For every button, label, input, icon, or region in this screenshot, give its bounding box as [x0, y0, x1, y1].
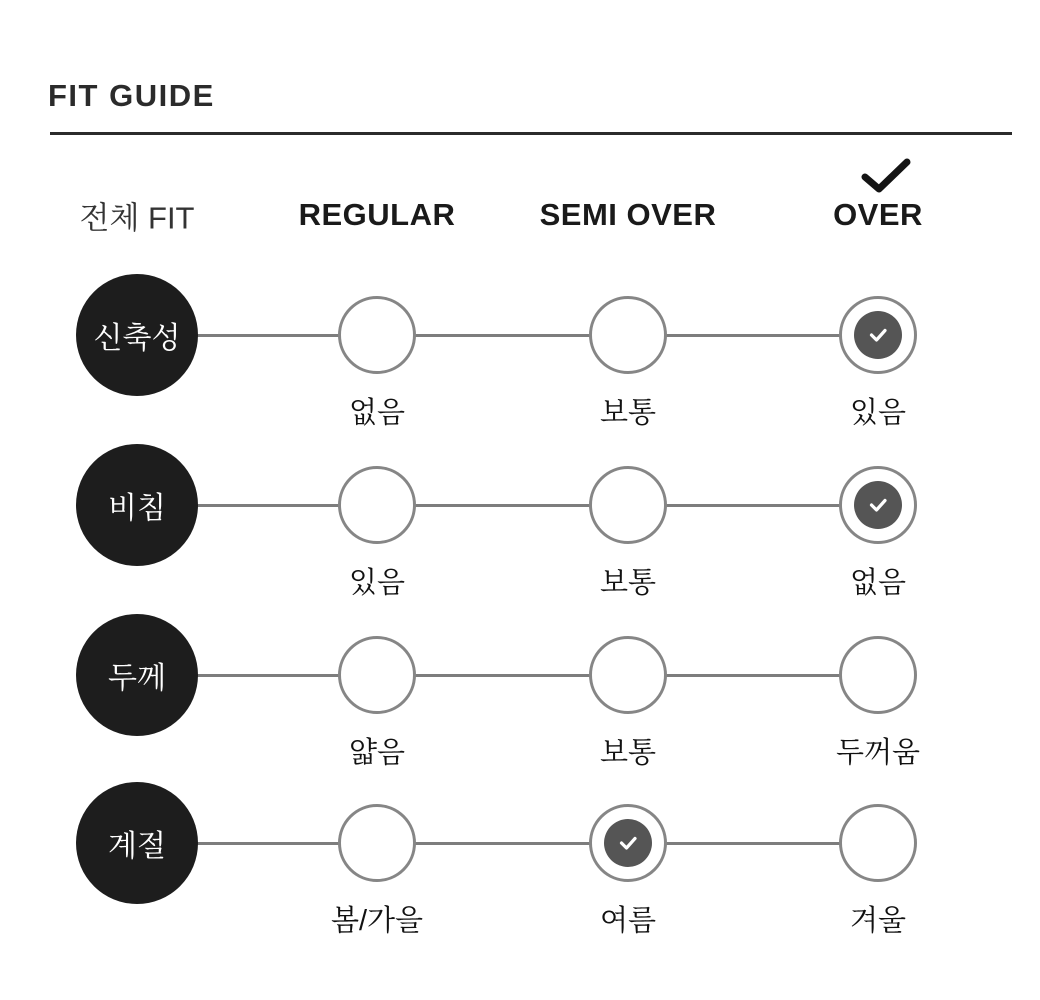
- fit-row: [0, 420, 1040, 599]
- row-label-circle: [76, 274, 198, 396]
- option-circle: [589, 296, 667, 374]
- fit-row: [0, 590, 1040, 769]
- option-label: 있음: [849, 397, 907, 429]
- check-icon: [854, 311, 902, 359]
- check-icon: [604, 819, 652, 867]
- option-label: 겨울: [849, 905, 907, 937]
- option-circle: [839, 804, 917, 882]
- option-label: 없음: [849, 567, 907, 599]
- header-col-semi-over: SEMI OVER: [539, 197, 717, 232]
- check-icon: [860, 158, 912, 194]
- row-label: 비침: [108, 492, 166, 525]
- row-label-circle: [76, 614, 198, 736]
- option-circle: [589, 804, 667, 882]
- option-label: 얇음: [348, 737, 406, 769]
- option-circle: [839, 466, 917, 544]
- option-label: 보통: [599, 397, 657, 429]
- row-label-circle: [76, 444, 198, 566]
- option-circle: [839, 636, 917, 714]
- option-circle: [839, 296, 917, 374]
- row-label: 두께: [108, 662, 166, 695]
- option-label: 두꺼움: [835, 737, 921, 769]
- connector-line: [137, 334, 878, 337]
- row-label: 계절: [108, 830, 166, 863]
- connector-line: [137, 842, 878, 845]
- row-label: 신축성: [93, 322, 181, 355]
- option-label: 보통: [599, 567, 657, 599]
- option-label: 없음: [348, 397, 406, 429]
- connector-line: [137, 674, 878, 677]
- option-label: 있음: [348, 567, 406, 599]
- header-row-label: 전체 FIT: [79, 200, 195, 236]
- option-circle: [589, 636, 667, 714]
- header-col-over: OVER: [833, 197, 923, 232]
- option-circle: [338, 804, 416, 882]
- option-label: 여름: [599, 905, 657, 937]
- header-col-regular: REGULAR: [298, 197, 456, 232]
- option-label: 보통: [599, 737, 657, 769]
- check-icon: [854, 481, 902, 529]
- option-circle: [338, 636, 416, 714]
- fit-row: [0, 250, 1040, 429]
- title-underline: [50, 132, 1012, 135]
- fit-row: [0, 758, 1040, 937]
- option-circle: [338, 466, 416, 544]
- option-circle: [589, 466, 667, 544]
- option-circle: [338, 296, 416, 374]
- connector-line: [137, 504, 878, 507]
- option-label: 봄/가을: [330, 905, 424, 937]
- row-label-circle: [76, 782, 198, 904]
- page-title: FIT GUIDE: [48, 78, 215, 113]
